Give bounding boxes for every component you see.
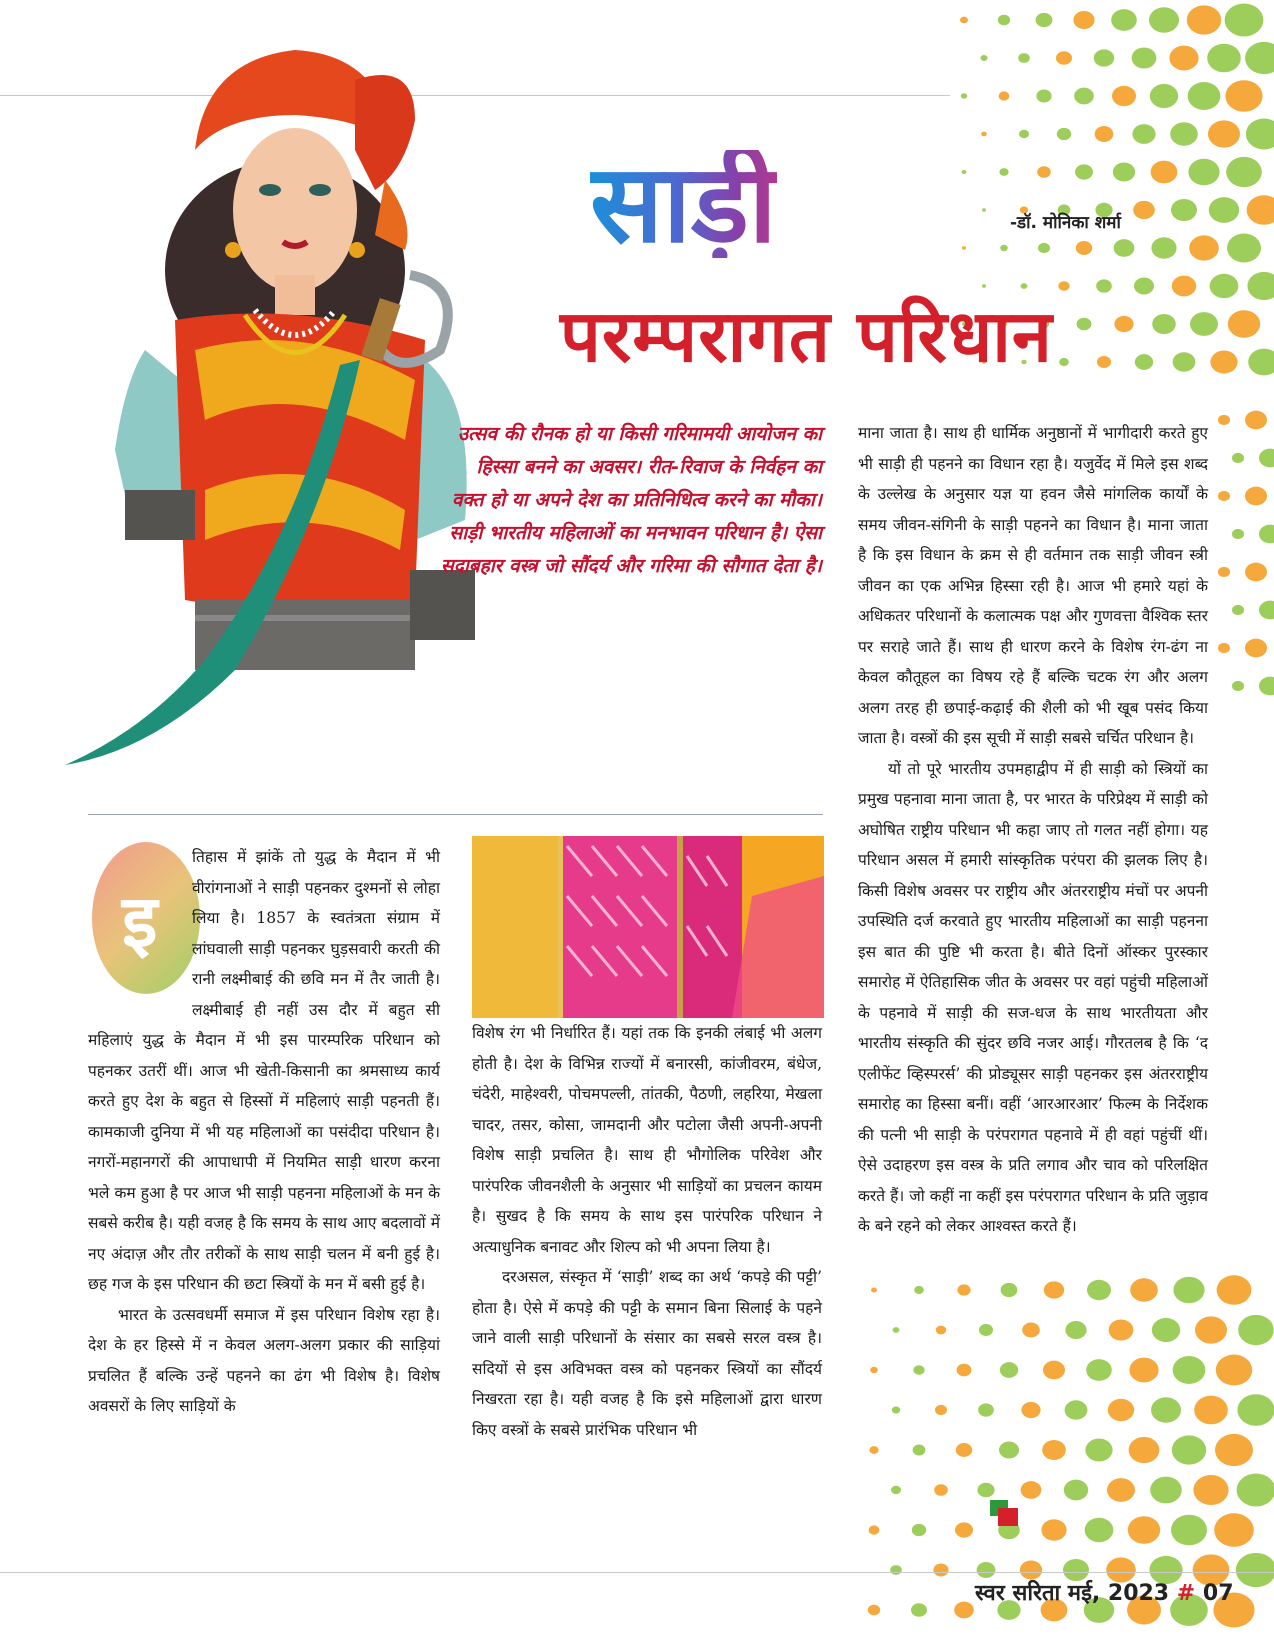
- article-column-3: [858, 418, 1208, 1242]
- pull-quote: उत्सव की रौनक हो या किसी गरिमामयी आयोजन का हिस्सा बनने का अवसर। रीत-रिवाज के निर्वहन का वक्त हो या अपने देश का प्रतिनिधित्व करने का मौका। साड़ी भारतीय महिलाओं का मनभावन परिधान है। ऐसा सदाबहार वस्त्र जो सौंदर्य और गरिमा की सौगात देता है।: [440, 423, 822, 577]
- magazine-logo-icon: [990, 1500, 1018, 1526]
- magazine-issue: स्वर सरिता मई, 2023: [975, 1581, 1170, 1606]
- saree-fabric-photo: [472, 836, 824, 1018]
- page-number: 07: [1202, 1581, 1234, 1606]
- author-byline: -डॉ. मोनिका शर्मा: [1010, 213, 1121, 233]
- paragraph: यों तो पूरे भारतीय उपमहाद्वीप में ही साड़ी को स्त्रियों का प्रमुख पहनावा माना जाता है, पर भारत के परिप्रेक्ष्य में साड़ी को अघोषित राष्ट्रीय परिधान भी कहा जाए तो गलत नहीं होगा। यह परिधान असल में हमारी सांस्कृतिक परंपरा की झलक लिए है। किसी विशेष अवसर पर राष्ट्रीय और अंतरराष्ट्रीय मंचों पर अपनी उपस्थिति दर्ज करवाते हुए भारतीय महिलाओं का साड़ी पहनना इस बात की पुष्टि भी करता है। बीते दिनों ऑस्कर पुरस्कार समारोह में ऐतिहासिक जीत के अवसर पर वहां पहुंची महिलाओं के पहनावे में साड़ी की सज-धज के साथ भारतीयता और भारतीय संस्कृति की सुंदर छवि नजर आई। गौरतलब है कि ‘द एलीफेंट व्हिस्परर्स’ की प्रोड्यूसर साड़ी पहनकर इस अंतरराष्ट्रीय समारोह का हिस्सा बनीं। वहीं ‘आरआरआर’ फिल्म के निर्देशक की पत्नी भी साड़ी के परंपरागत पहनावे में ही वहां पहुंचीं थीं। ऐसे उदाहरण इस वस्त्र के प्रति लगाव और चाव को परिलक्षित करते हैं। जो कहीं ना कहीं इस परंपरागत परिधान के प्रति जुड़ाव के बने रहने को लेकर आश्वस्त करते हैं।: [858, 759, 1208, 1235]
- section-rule: [88, 814, 823, 815]
- article-subtitle: परम्परागत परिधान: [560, 294, 1053, 378]
- paragraph: भारत के उत्सवधर्मी समाज में इस परिधान विशेष रहा है। देश के हर हिस्से में न केवल अलग-अलग प्रकार की साड़ियां प्रचलित हैं बल्कि उन्हें पहनने का ढंग भी विशेष है। विशेष अवसरों के लिए साड़ियों के: [88, 1305, 440, 1415]
- paragraph: विशेष रंग भी निर्धारित हैं। यहां तक कि इनकी लंबाई भी अलग होती है। देश के विभिन्न राज्यों में बनारसी, कांजीवरम, बंधेज, चंदेरी, माहेश्वरी, पोचमपल्ली, तांतकी, पैठणी, लहरिया, मेखला चादर, तसर, कोसा, जामदानी और पटोला जैसी अपनी-अपनी विशेष साड़ी प्रचलित है। साथ ही भौगोलिक परिवेश और पारंपरिक जीवनशैली के अनुसार भी साड़ियों का प्रचलन कायम है। सुखद है कि समय के साथ इस पारंपरिक परिधान ने अत्याधुनिक बनावट और शिल्प को भी अपना लिया है।: [472, 1024, 822, 1256]
- drop-cap-spacer: [88, 842, 192, 998]
- hash-mark: #: [1176, 1581, 1196, 1606]
- footer-rule: [0, 1572, 1274, 1573]
- article-column-1: [88, 842, 440, 1422]
- drop-cap-letter: इ: [122, 879, 158, 963]
- page-footer: [975, 1577, 1234, 1607]
- paragraph: दरअसल, संस्कृत में ‘साड़ी’ शब्द का अर्थ ‘कपड़े की पट्टी’ होता है। ऐसे में कपड़े की पट्टी के समान बिना सिलाई के पहने जाने वाली साड़ी परिधानों के संसार का सबसे सरल वस्त्र है। सदियों से इस अविभक्त वस्त्र को पहनकर स्त्रियों का सौंदर्य निखरता रहा है। यही वजह है कि इसे महिलाओं द्वारा धारण किए वस्त्रों के सबसे प्रारंभिक परिधान भी: [472, 1268, 822, 1439]
- article-column-2: [472, 1018, 822, 1445]
- warrior-woman-illustration: [55, 20, 475, 800]
- paragraph: तिहास में झांकें तो युद्ध के मैदान में भी वीरांगनाओं ने साड़ी पहनकर दुश्मनों से लोहा लिया है। 1857 के स्वतंत्रता संग्राम में लांघवाली साड़ी पहनकर घुड़सवारी करती की रानी लक्ष्मीबाई की छवि मन में तैर जाती है। लक्ष्मीबाई ही नहीं उस दौर में बहुत सी महिलाएं युद्ध के मैदान में भी इस पारम्परिक परिधान को पहनकर उतरीं थीं। आज भी खेती-किसानी का श्रमसाध्य कार्य करते हुए देश के बहुत से हिस्सों में महिलाएं साड़ी पहनती हैं। कामकाजी दुनिया में भी यह महिलाओं का पसंदीदा परिधान है। नगरों-महानगरों की आपाधापी में नियमित साड़ी धारण करना भले कम हुआ है पर आज भी साड़ी पहनना महिलाओं के मन के सबसे करीब है। यही वजह है कि समय के साथ आए बदलावों में नए अंदाज़ और तौर तरीकों के साथ साड़ी चलन में बनी हुई है। छह गज के इस परिधान की छटा स्त्रियों के मन में बसी हुई है।: [88, 848, 440, 1293]
- article-title: साड़ी: [590, 141, 777, 267]
- paragraph: माना जाता है। साथ ही धार्मिक अनुष्ठानों में भागीदारी करते हुए भी साड़ी ही पहनने का विधान रहा है। यजुर्वेद में मिले इस शब्द के उल्लेख के अनुसार यज्ञ या हवन जैसे मांगलिक कार्यों के समय जीवन-संगिनी के साड़ी पहनने का विधान है। माना जाता है कि इस विधान के क्रम से ही वर्तमान तक साड़ी जीवन स्त्री जीवन का एक अभिन्न हिस्सा रही है। आज भी हमारे यहां के अधिकतर परिधानों के कलात्मक पक्ष और गुणवत्ता वैश्विक स्तर पर सराहे जाते हैं। साथ ही धारण करने के विशेष रंग-ढंग ना केवल कौतूहल का विषय रहे हैं बल्कि चटक रंग और अलग अलग तरह ही छपाई-कढ़ाई की शैली को भी खूब पसंद किया जाता है। वस्त्रों की इस सूची में साड़ी सबसे चर्चित परिधान है।: [858, 424, 1208, 747]
